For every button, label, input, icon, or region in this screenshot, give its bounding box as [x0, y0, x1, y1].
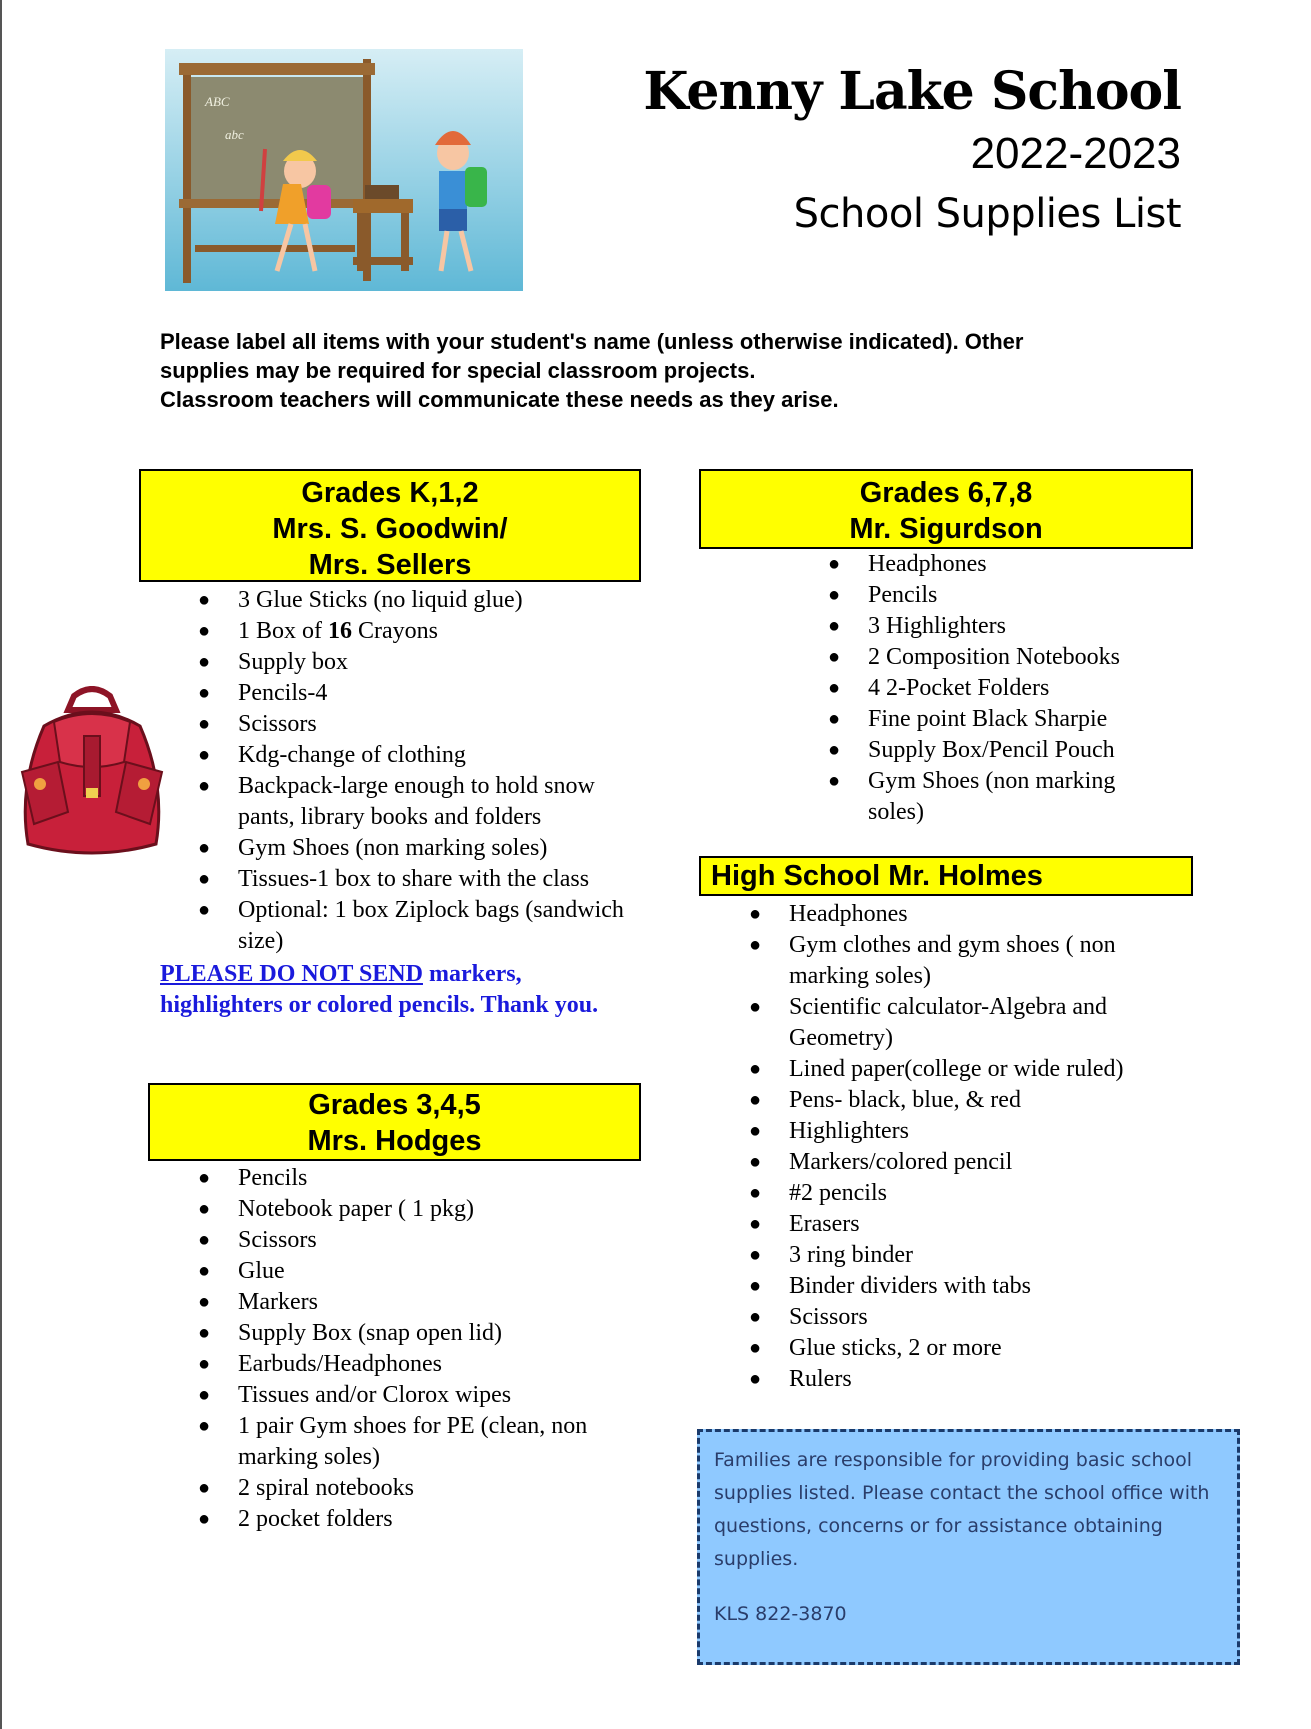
list-item	[160, 1163, 640, 1194]
list-item	[160, 833, 640, 864]
item-text: Gym clothes and gym shoes ( non marking soles)	[789, 932, 1116, 989]
item-text: Pencils-4	[238, 680, 328, 706]
heading-grades-678	[699, 469, 1193, 549]
bullet-icon: ●	[828, 615, 841, 637]
item-text: 2 spiral notebooks	[238, 1475, 414, 1501]
list-item	[160, 895, 640, 957]
list-item	[790, 642, 1170, 673]
list-item	[160, 1473, 640, 1504]
item-text: Supply box	[238, 649, 349, 675]
list-item	[160, 1380, 640, 1411]
chalk-text-lower: abc	[225, 127, 244, 142]
bullet-icon: ●	[749, 1275, 762, 1297]
list-item	[790, 766, 1170, 828]
heading-line: Mrs. S. Goodwin/	[272, 513, 508, 545]
list-item	[711, 992, 1181, 1054]
heading-line: High School Mr. Holmes	[711, 860, 1043, 892]
list-item	[790, 704, 1170, 735]
list-item	[160, 709, 640, 740]
do-not-send-link[interactable]: PLEASE DO NOT SEND	[160, 961, 423, 987]
list-item	[160, 1411, 640, 1473]
page-left-border	[0, 0, 2, 1729]
bullet-icon: ●	[749, 1089, 762, 1111]
list-item	[711, 1147, 1181, 1178]
list-item	[711, 1085, 1181, 1116]
intro-line: Classroom teachers will communicate these needs as they arise.	[160, 387, 839, 412]
list-item	[160, 771, 640, 833]
bullet-icon: ●	[749, 1368, 762, 1390]
item-text: Gym Shoes (non marking soles)	[868, 768, 1116, 825]
bullet-icon: ●	[198, 1167, 211, 1189]
bullet-icon: ●	[198, 837, 211, 859]
item-text: Rulers	[789, 1366, 852, 1392]
list-grades-678	[790, 549, 1170, 828]
list-item	[160, 864, 640, 895]
list-item	[160, 1225, 640, 1256]
item-text: Backpack-large enough to hold snow pants, library books and folders	[238, 773, 595, 830]
list-item	[711, 1302, 1181, 1333]
chalk-text-upper: ABC	[205, 94, 230, 109]
list-item	[790, 549, 1170, 580]
item-text: Pencils	[238, 1165, 308, 1191]
item-text: #2 pencils	[789, 1180, 887, 1206]
heading-line: Grades 6,7,8	[859, 477, 1033, 509]
bullet-icon: ●	[749, 1120, 762, 1142]
intro-line: Please label all items with your student's name (unless otherwise indicated). Other	[160, 329, 1024, 354]
item-text: Lined paper(college or wide ruled)	[789, 1056, 1124, 1082]
bullet-icon: ●	[828, 677, 841, 699]
list-item	[711, 899, 1181, 930]
bullet-icon: ●	[198, 1198, 211, 1220]
item-text: Tissues-1 box to share with the class	[238, 866, 590, 892]
list-item	[160, 1318, 640, 1349]
bullet-icon: ●	[198, 744, 211, 766]
list-item	[160, 678, 640, 709]
list-grades-345	[160, 1163, 640, 1535]
list-item	[711, 1178, 1181, 1209]
bullet-icon: ●	[749, 1213, 762, 1235]
item-text: Supply Box (snap open lid)	[238, 1320, 502, 1346]
item-text: Headphones	[868, 551, 987, 577]
bullet-icon: ●	[828, 708, 841, 730]
item-text: Erasers	[789, 1211, 860, 1237]
item-text: Gym Shoes (non marking soles)	[238, 835, 548, 861]
backpack-illustration	[16, 686, 168, 856]
item-text: Highlighters	[789, 1118, 909, 1144]
do-not-send-notice	[160, 959, 600, 1021]
heading-line: Grades K,1,2	[301, 477, 479, 509]
item-text: Earbuds/Headphones	[238, 1351, 442, 1377]
bullet-icon: ●	[828, 553, 841, 575]
item-text: 2 pocket folders	[238, 1506, 393, 1532]
bullet-icon: ●	[749, 1058, 762, 1080]
family-responsibility-note	[697, 1429, 1240, 1665]
bullet-icon: ●	[198, 651, 211, 673]
item-text: Scissors	[238, 1227, 317, 1253]
item-text: Notebook paper ( 1 pkg)	[238, 1196, 474, 1222]
item-text: Glue	[238, 1258, 285, 1284]
school-year: 2022-2023	[970, 129, 1181, 178]
item-text: 3 Highlighters	[868, 613, 1006, 639]
bullet-icon: ●	[198, 1353, 211, 1375]
list-item	[160, 585, 640, 616]
bullet-icon: ●	[828, 584, 841, 606]
bullet-icon: ●	[749, 1337, 762, 1359]
item-text: 3 Glue Sticks (no liquid glue)	[238, 587, 523, 613]
item-text: Fine point Black Sharpie	[868, 706, 1108, 732]
document-subtitle: School Supplies List	[793, 191, 1181, 237]
item-text: Scissors	[238, 711, 317, 737]
item-text: Supply Box/Pencil Pouch	[868, 737, 1115, 763]
bullet-icon: ●	[198, 1415, 211, 1437]
intro-line: supplies may be required for special classroom projects.	[160, 358, 756, 383]
list-item	[711, 1364, 1181, 1395]
list-item	[711, 1209, 1181, 1240]
list-item	[160, 1504, 640, 1535]
list-item	[160, 1287, 640, 1318]
intro-paragraph	[160, 327, 1160, 414]
bullet-icon: ●	[198, 1291, 211, 1313]
bullet-icon: ●	[198, 1229, 211, 1251]
list-high-school	[711, 899, 1181, 1395]
bullet-icon: ●	[198, 775, 211, 797]
bullet-icon: ●	[749, 1151, 762, 1173]
title-block	[643, 60, 1181, 244]
bullet-icon: ●	[749, 903, 762, 925]
bullet-icon: ●	[749, 934, 762, 956]
notice-text: markers, highlighters or colored pencils. Thank you.	[160, 961, 599, 1018]
item-text: Scientific calculator-Algebra and Geometry)	[789, 994, 1108, 1051]
heading-line: Mr. Sigurdson	[849, 513, 1043, 545]
heading-line: Grades 3,4,5	[308, 1089, 481, 1121]
item-text: Scissors	[789, 1304, 868, 1330]
bullet-icon: ●	[749, 1306, 762, 1328]
item-text: Binder dividers with tabs	[789, 1273, 1031, 1299]
item-text: 3 ring binder	[789, 1242, 913, 1268]
heading-high-school	[699, 856, 1193, 896]
heading-line: Mrs. Sellers	[308, 549, 472, 581]
item-text: Optional: 1 box Ziplock bags (sandwich size)	[238, 897, 624, 954]
bullet-icon: ●	[828, 770, 841, 792]
heading-grades-k12	[139, 469, 641, 582]
bullet-icon: ●	[198, 620, 211, 642]
item-text: Markers/colored pencil	[789, 1149, 1013, 1175]
bullet-icon: ●	[828, 646, 841, 668]
list-item	[711, 1116, 1181, 1147]
list-item	[790, 673, 1170, 704]
bullet-icon: ●	[749, 1182, 762, 1204]
bullet-icon: ●	[828, 739, 841, 761]
item-text: Headphones	[789, 901, 908, 927]
classroom-illustration	[165, 49, 523, 291]
bullet-icon: ●	[198, 1384, 211, 1406]
bullet-icon: ●	[198, 1477, 211, 1499]
bullet-icon: ●	[749, 1244, 762, 1266]
bullet-icon: ●	[198, 713, 211, 735]
item-text: Pens- black, blue, & red	[789, 1087, 1021, 1113]
list-item	[160, 616, 640, 647]
list-grades-k12	[160, 585, 640, 957]
heading-line: Mrs. Hodges	[307, 1125, 482, 1157]
list-item	[790, 580, 1170, 611]
list-item	[160, 1349, 640, 1380]
list-item	[711, 1271, 1181, 1302]
list-item	[711, 1240, 1181, 1271]
bullet-icon: ●	[198, 682, 211, 704]
list-item	[711, 1054, 1181, 1085]
list-item	[160, 1194, 640, 1225]
list-item	[711, 1333, 1181, 1364]
bullet-icon: ●	[198, 868, 211, 890]
item-text: Kdg-change of clothing	[238, 742, 466, 768]
list-item	[711, 930, 1181, 992]
bullet-icon: ●	[198, 589, 211, 611]
bullet-icon: ●	[198, 899, 211, 921]
item-text: 4 2-Pocket Folders	[868, 675, 1050, 701]
office-phone: KLS 822-3870	[714, 1603, 847, 1625]
list-item	[790, 611, 1170, 642]
item-text: 2 Composition Notebooks	[868, 644, 1121, 670]
bullet-icon: ●	[749, 996, 762, 1018]
school-name: Kenny Lake School	[643, 61, 1181, 122]
item-text: Markers	[238, 1289, 318, 1315]
list-item	[160, 647, 640, 678]
item-text: 1 pair Gym shoes for PE (clean, non marking soles)	[238, 1413, 588, 1470]
list-item	[160, 1256, 640, 1287]
bullet-icon: ●	[198, 1508, 211, 1530]
heading-grades-345	[148, 1083, 641, 1161]
item-text: Tissues and/or Clorox wipes	[238, 1382, 512, 1408]
list-item	[790, 735, 1170, 766]
bullet-icon: ●	[198, 1260, 211, 1282]
list-item	[160, 740, 640, 771]
item-text: 1 Box of 16 Crayons	[238, 618, 438, 644]
crayon-count: 16	[328, 618, 352, 644]
item-text: Glue sticks, 2 or more	[789, 1335, 1002, 1361]
note-text: Families are responsible for providing basic school supplies listed. Please contact the school office with questions, concerns or for assistance obtaining supplies.	[714, 1449, 1210, 1570]
bullet-icon: ●	[198, 1322, 211, 1344]
item-text: Pencils	[868, 582, 938, 608]
